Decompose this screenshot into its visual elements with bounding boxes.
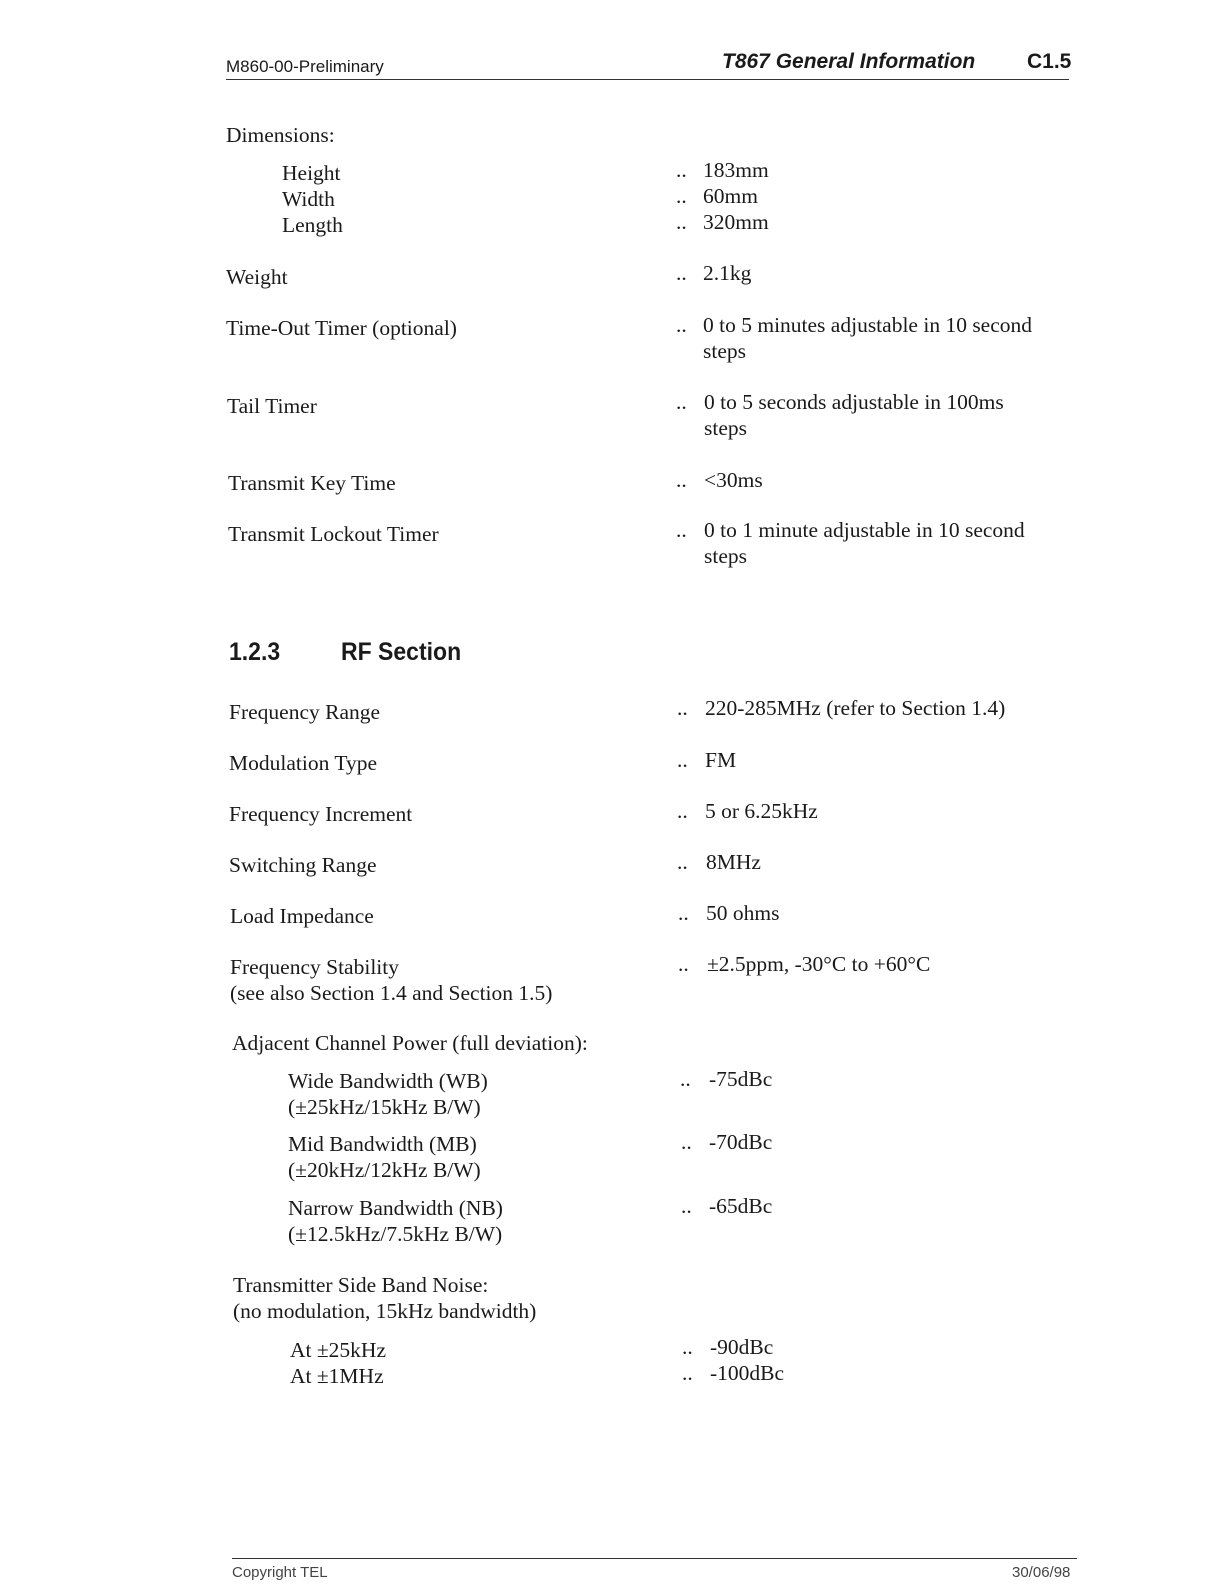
transmit-lockout-value: 0 to 1 minute adjustable in 10 second bbox=[704, 518, 1025, 542]
side-band-noise-heading: Transmitter Side Band Noise: bbox=[233, 1273, 489, 1297]
modulation-type-label: Modulation Type bbox=[229, 751, 377, 775]
adjacent-channel-power-heading: Adjacent Channel Power (full deviation): bbox=[232, 1031, 588, 1055]
wide-bandwidth-separator: .. bbox=[680, 1067, 691, 1091]
tail-timer-value: 0 to 5 seconds adjustable in 100ms bbox=[704, 390, 1004, 414]
timeout-timer-value-cont: steps bbox=[703, 339, 746, 363]
transmit-key-time-separator: .. bbox=[676, 468, 687, 492]
mid-bandwidth-value: -70dBc bbox=[709, 1130, 773, 1154]
frequency-stability-note: (see also Section 1.4 and Section 1.5) bbox=[230, 981, 553, 1005]
timeout-timer-value: 0 to 5 minutes adjustable in 10 second bbox=[703, 313, 1033, 337]
switching-range-separator: .. bbox=[677, 850, 688, 874]
page-number: C1.5 bbox=[1027, 50, 1072, 73]
footer-rule bbox=[232, 1558, 1077, 1559]
length-value: 320mm bbox=[703, 210, 769, 234]
width-label: Width bbox=[282, 187, 335, 211]
transmit-lockout-value-cont: steps bbox=[704, 544, 747, 568]
mid-bandwidth-separator: .. bbox=[681, 1130, 692, 1154]
length-label: Length bbox=[282, 213, 343, 237]
frequency-stability-separator: .. bbox=[678, 952, 689, 976]
footer-date: 30/06/98 bbox=[1012, 1564, 1071, 1581]
mid-bandwidth-spec: (±20kHz/12kHz B/W) bbox=[288, 1158, 481, 1182]
transmit-lockout-label: Transmit Lockout Timer bbox=[228, 522, 439, 546]
tail-timer-separator: .. bbox=[676, 390, 687, 414]
sbn-25khz-label: At ±25kHz bbox=[290, 1338, 386, 1362]
weight-label: Weight bbox=[226, 265, 288, 289]
frequency-range-separator: .. bbox=[677, 696, 688, 720]
height-separator: .. bbox=[676, 158, 687, 182]
tail-timer-value-cont: steps bbox=[704, 416, 747, 440]
weight-value: 2.1kg bbox=[703, 261, 752, 285]
header-rule bbox=[226, 79, 1069, 80]
sbn-25khz-separator: .. bbox=[682, 1335, 693, 1359]
sbn-1mhz-label: At ±1MHz bbox=[290, 1364, 384, 1388]
frequency-range-label: Frequency Range bbox=[229, 700, 381, 724]
frequency-range-value: 220-285MHz (refer to Section 1.4) bbox=[705, 696, 1006, 720]
transmit-key-time-label: Transmit Key Time bbox=[228, 471, 396, 495]
section-title: RF Section bbox=[341, 638, 462, 666]
narrow-bandwidth-value: -65dBc bbox=[709, 1194, 773, 1218]
narrow-bandwidth-separator: .. bbox=[681, 1194, 692, 1218]
switching-range-value: 8MHz bbox=[706, 850, 761, 874]
timeout-timer-separator: .. bbox=[676, 313, 687, 337]
switching-range-label: Switching Range bbox=[229, 853, 377, 877]
transmit-lockout-separator: .. bbox=[676, 518, 687, 542]
document-id: M860-00-Preliminary bbox=[226, 57, 384, 76]
side-band-noise-conditions: (no modulation, 15kHz bandwidth) bbox=[233, 1299, 537, 1323]
wide-bandwidth-value: -75dBc bbox=[709, 1067, 773, 1091]
sbn-1mhz-value: -100dBc bbox=[710, 1361, 785, 1385]
load-impedance-label: Load Impedance bbox=[230, 904, 374, 928]
sbn-1mhz-separator: .. bbox=[682, 1361, 693, 1385]
tail-timer-label: Tail Timer bbox=[227, 394, 317, 418]
width-value: 60mm bbox=[703, 184, 758, 208]
width-separator: .. bbox=[676, 184, 687, 208]
mid-bandwidth-label: Mid Bandwidth (MB) bbox=[288, 1132, 477, 1156]
height-value: 183mm bbox=[703, 158, 769, 182]
footer-copyright: Copyright TEL bbox=[232, 1564, 328, 1581]
frequency-stability-value: ±2.5ppm, -30°C to +60°C bbox=[707, 952, 931, 976]
section-number: 1.2.3 bbox=[229, 638, 281, 666]
dimensions-heading: Dimensions: bbox=[226, 123, 335, 147]
transmit-key-time-value: <30ms bbox=[704, 468, 763, 492]
narrow-bandwidth-spec: (±12.5kHz/7.5kHz B/W) bbox=[288, 1222, 503, 1246]
timeout-timer-label: Time-Out Timer (optional) bbox=[226, 316, 457, 340]
narrow-bandwidth-label: Narrow Bandwidth (NB) bbox=[288, 1196, 503, 1220]
frequency-increment-label: Frequency Increment bbox=[229, 802, 413, 826]
wide-bandwidth-label: Wide Bandwidth (WB) bbox=[288, 1069, 488, 1093]
modulation-type-separator: .. bbox=[677, 748, 688, 772]
modulation-type-value: FM bbox=[705, 748, 737, 772]
length-separator: .. bbox=[676, 210, 687, 234]
sbn-25khz-value: -90dBc bbox=[710, 1335, 774, 1359]
frequency-stability-label: Frequency Stability bbox=[230, 955, 399, 979]
height-label: Height bbox=[282, 161, 341, 185]
frequency-increment-value: 5 or 6.25kHz bbox=[705, 799, 818, 823]
load-impedance-value: 50 ohms bbox=[706, 901, 780, 925]
page-title: T867 General Information bbox=[722, 50, 976, 73]
wide-bandwidth-spec: (±25kHz/15kHz B/W) bbox=[288, 1095, 481, 1119]
weight-separator: .. bbox=[676, 261, 687, 285]
load-impedance-separator: .. bbox=[678, 901, 689, 925]
frequency-increment-separator: .. bbox=[677, 799, 688, 823]
